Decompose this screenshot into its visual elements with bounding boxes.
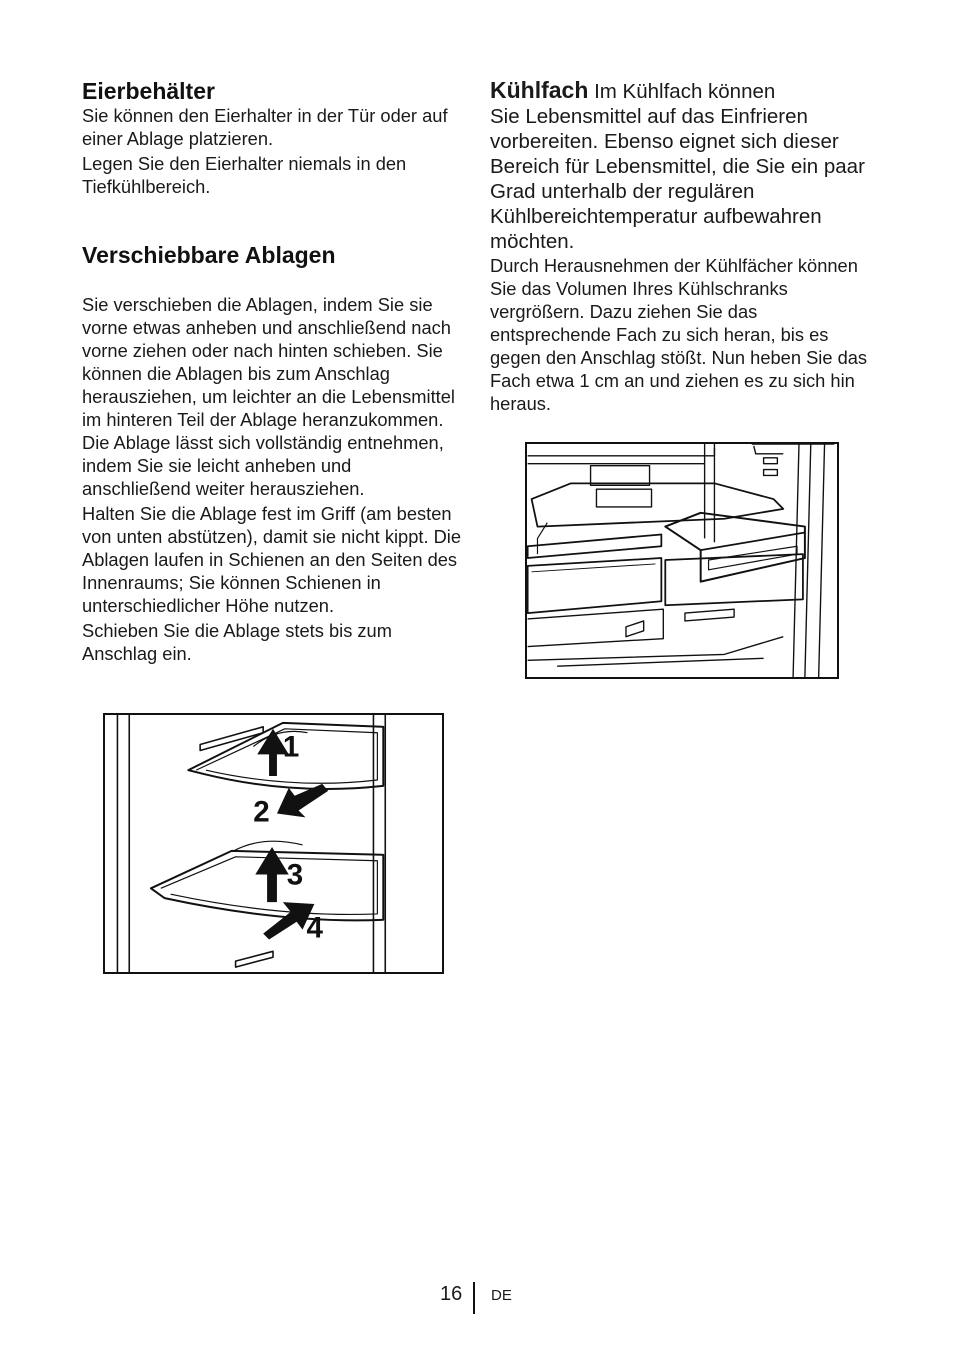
- kuehlfach-heading-line: [490, 78, 872, 104]
- page-footer: [0, 1282, 954, 1316]
- eier-paragraph-2: Legen Sie den Eierhalter niemals in den Tiefkühlbereich.: [82, 153, 407, 197]
- kuehlfach-lead: Im Kühlfach können: [594, 80, 776, 103]
- footer-divider: [473, 1282, 475, 1314]
- figure-label-4: 4: [306, 911, 323, 945]
- page-number: 16: [440, 1283, 463, 1305]
- section-verschiebbare-ablagen: [82, 242, 464, 665]
- heading-verschiebbare-ablagen: Verschiebbare Ablagen: [82, 242, 336, 268]
- figure-label-3: 3: [286, 858, 304, 892]
- ablagen-paragraph-2: Halten Sie die Ablage fest im Griff (am besten von unten abstützen), damit sie nicht kippt. Die Ablagen laufen in Schienen an den Seiten des Innenraums; Sie können Schienen in unterschiedlicher Höhe nutzen.: [82, 503, 462, 616]
- right-column: [490, 78, 872, 415]
- kuehlfach-paragraph-1: Sie Lebensmittel auf das Einfrieren vorbereiten. Ebenso eignet sich dieser Bereich für Lebensmittel, die Sie ein paar Grad unterhalb der regulären Kühlbereichtemperatur aufbewahren möchten.: [490, 105, 865, 253]
- ablagen-paragraph-3: Schieben Sie die Ablage stets bis zum Anschlag ein.: [82, 620, 392, 664]
- section-eierbehaelter: [82, 78, 464, 198]
- figure-label-1: 1: [282, 730, 300, 764]
- figure-shelves-illustration: [103, 713, 444, 974]
- heading-kuehlfach: Kühlfach: [490, 77, 589, 103]
- heading-eierbehaelter: Eierbehälter: [82, 78, 215, 104]
- figure-chiller-drawer-illustration: [525, 442, 839, 679]
- left-column: [82, 78, 464, 665]
- chiller-drawing: [527, 444, 837, 677]
- ablagen-paragraph-1: Sie verschieben die Ablagen, indem Sie sie vorne etwas anheben und anschließend nach vorne ziehen oder nach hinten schieben. Sie können die Ablagen bis zum Anschlag herausziehen, um leichter an die Lebensmittel im hinteren Teil der Ablage heranzukommen. Die Ablage lässt sich vollständig entnehmen, indem Sie sie leicht anheben und anschließend weiter herausziehen.: [82, 294, 455, 499]
- eier-paragraph-1: Sie können den Eierhalter in der Tür oder auf einer Ablage platzieren.: [82, 105, 448, 149]
- shelves-drawing: [105, 715, 442, 972]
- section-kuehlfach: [490, 78, 872, 415]
- kuehlfach-paragraph-2: Durch Herausnehmen der Kühlfächer können Sie das Volumen Ihres Kühlschranks vergrößern. Dazu ziehen Sie das entsprechende Fach zu sich heran, bis es gegen den Anschlag stößt. Nun heben Sie das Fach etwa 1 cm an und ziehen es zu sich hin heraus.: [490, 255, 868, 414]
- language-code: DE: [491, 1287, 512, 1304]
- figure-label-2: 2: [253, 795, 270, 829]
